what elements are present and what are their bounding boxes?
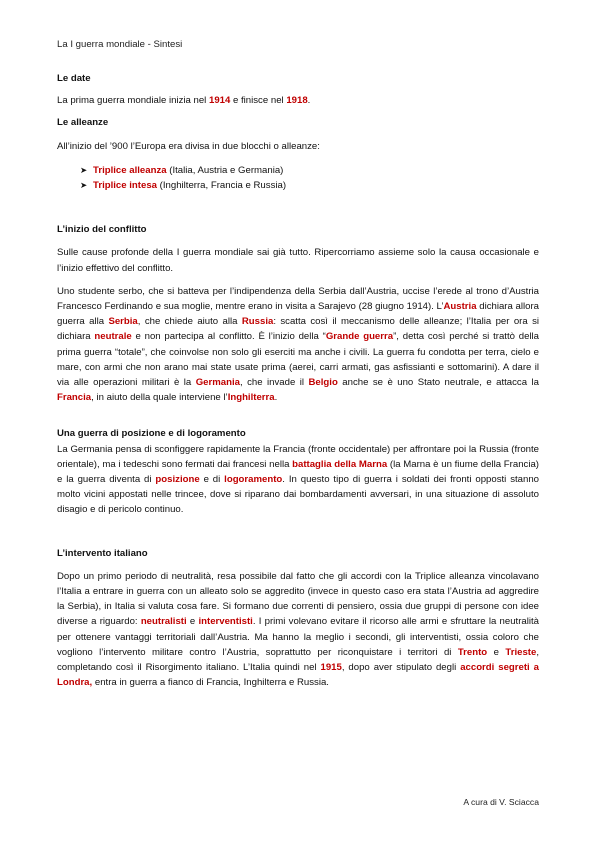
paragraph-alleanze-intro: All’inizio del ’900 l’Europa era divisa in due blocchi o alleanze: [57,140,320,152]
alliance-list [57,163,539,193]
heading-intervento: L’intervento italiano [57,547,148,559]
paragraph-intervento: Dopo un primo periodo di neutralità, resa possibile dal fatto che gli accordi con la Triplice alleanza vincolavano l’Italia a entrare in guerra con un alleato solo se aggredito (invece in questo caso era stata l’Austria ad aggredire la Serbia), in Italia si valuta cosa fare. Si formano due correnti di pensiero, ossia due gruppi di persone con idee diverse a riguardo: neutralisti e interventisti. I primi volevano evitare il ricorso alle armi e sfruttare la neutralità per ottenere vantaggi territoriali dall’Austria. Ma hanno la meglio i secondi, gli interventisti, ossia coloro che vogliono l’intervento militare contro l’Austria, soprattutto per riconquistare i territori di Trento e Trieste, completando così il Risorgimento italiano. L’Italia quindi nel 1915, dopo aver stipulato degli accordi segreti a Londra, entra in guerra a fianco di Francia, Inghilterra e Russia. [57,570,539,689]
paragraph-date: La prima guerra mondiale inizia nel 1914 e finisce nel 1918. [57,95,311,107]
paragraph-inizio-2: Uno studente serbo, che si batteva per l’indipendenza della Serbia dall’Austria, uccise l’erede al trono d’Austria Francesco Ferdinando e sua moglie, mentre erano in visita a Sarajevo (28 giugno 1914). L’Austria dichiara allora guerra alla Serbia, che chiede aiuto alla Russia: scatta così il meccanismo delle alleanze; l’Italia per ora si dichiara neutrale e non partecipa al conflitto. È l’inizio della “Grande guerra”, detta così perché si trattò della prima guerra “totale”, che coinvolse non solo gli eserciti ma anche i civili. La guerra fu condotta per terra, cielo e mare, con armi che non arano mai state usate prima (aerei, carri armati, gas asfissianti e sottomarini). A dare il via alle operazioni militari è la Germania, che invade il Belgio anche se è uno Stato neutrale, e attacca la Francia, in aiuto della quale interviene l’Inghilterra. [57,285,540,404]
page-header: La I guerra mondiale - Sintesi [57,39,183,50]
heading-inizio: L’inizio del conflitto [57,224,147,236]
arrow-bullet-icon: ➤ [80,180,88,191]
paragraph-inizio-1: Sulle cause profonde della I guerra mondiale sai già tutto. Ripercorriamo assieme solo la causa occasionale e l’inizio effettivo del conflitto. [57,247,539,274]
page-footer: A cura di V. Sciacca [463,797,539,807]
paragraph-posizione: La Germania pensa di sconfiggere rapidamente la Francia (fronte occidentale) per affrontare poi la Russia (fronte orientale), ma i tedeschi sono fermati dai francesi nella battaglia della Marna (la Marna è un fiume della Francia) e la guerra diventa di posizione e di logoramento. In questo tipo di guerra i soldati dei fronti opposti stanno molto vicini appostati nelle trincee, dove si riparano dai bombardamenti avversari, in una situazione di assoluto disagio e di pericolo continuo. [57,443,539,516]
arrow-bullet-icon: ➤ [80,164,88,175]
list-item: ➤ Triplice alleanza (Italia, Austria e Germania) [80,163,539,178]
heading-alleanze: Le alleanze [57,117,109,129]
document-body [57,71,539,691]
heading-date: Le date [57,73,91,84]
heading-posizione: Una guerra di posizione e di logoramento [57,428,246,440]
list-item: ➤ Triplice intesa (Inghilterra, Francia e Russia) [80,178,539,193]
